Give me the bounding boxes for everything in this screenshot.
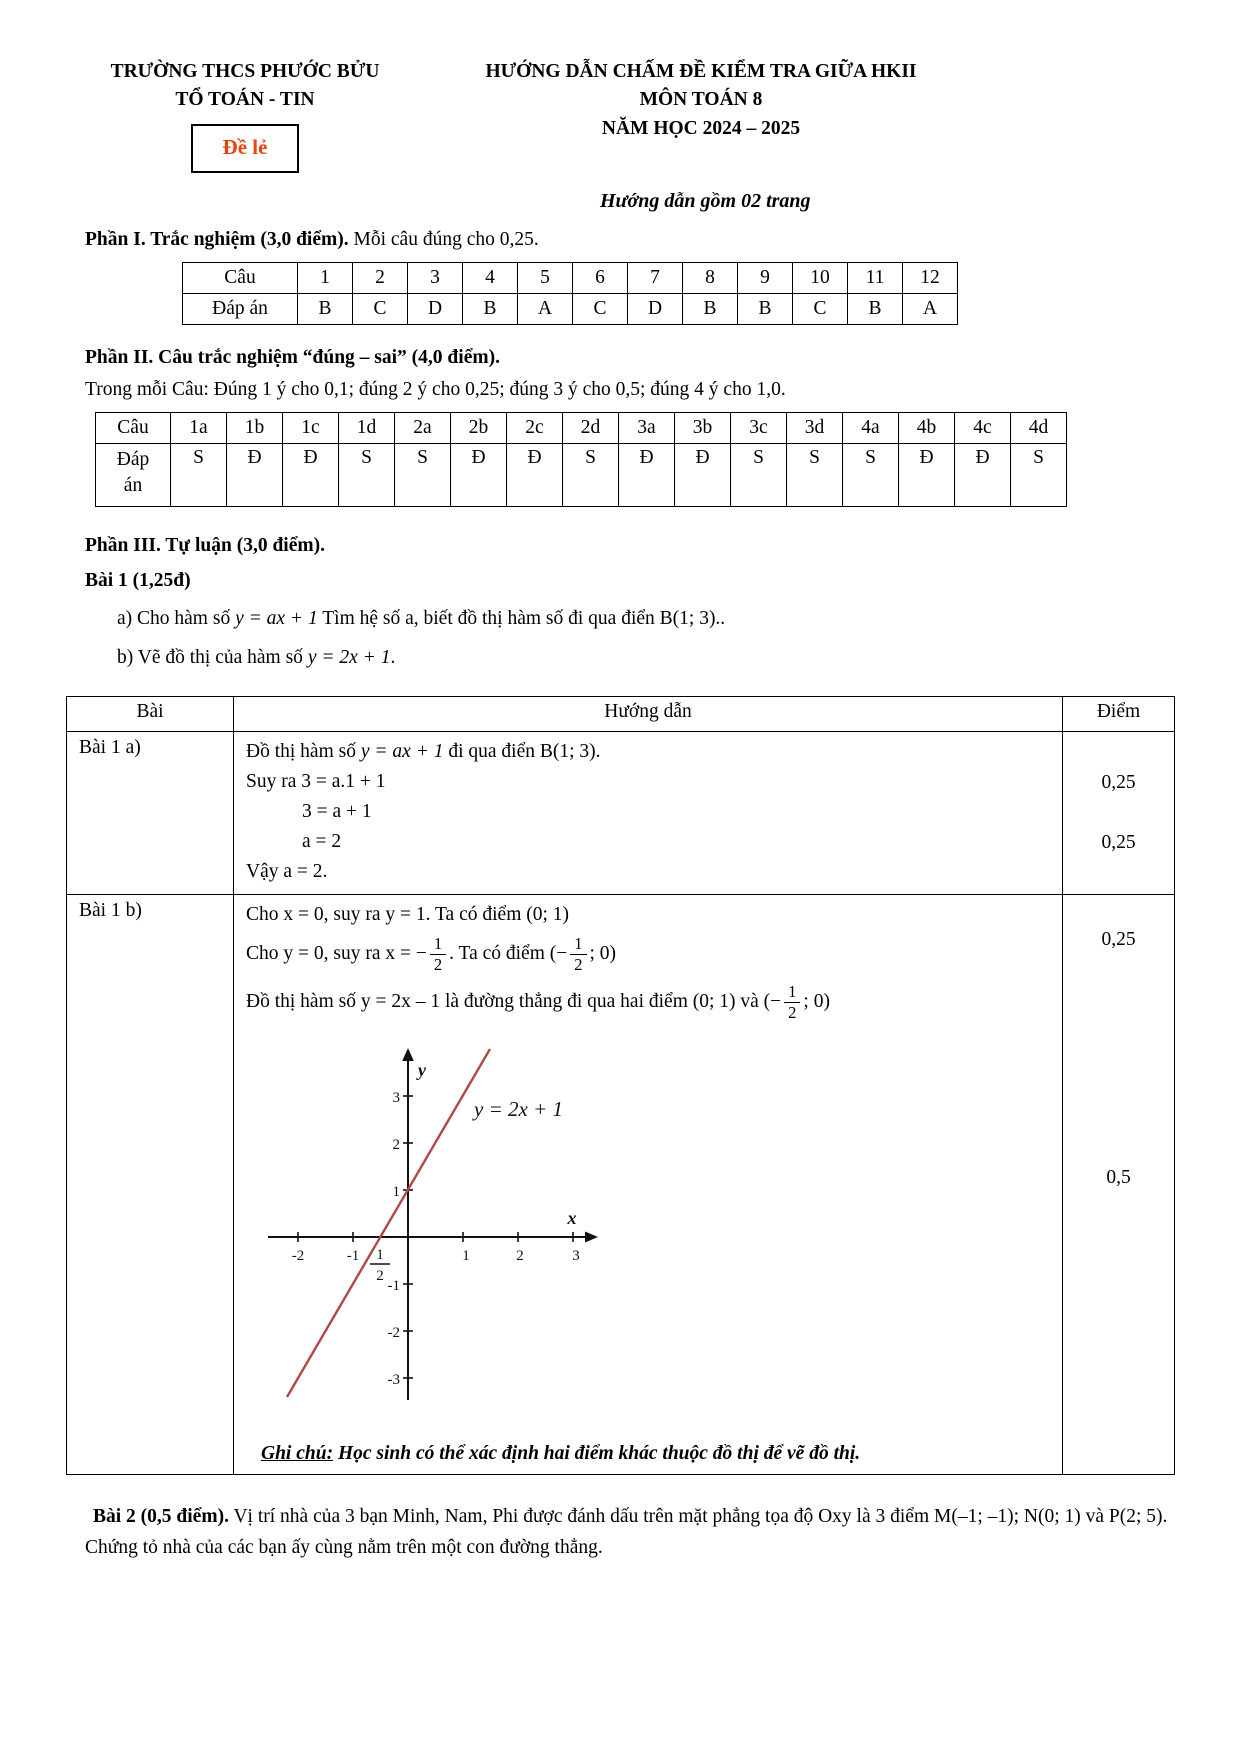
x-tick-label: 2 — [516, 1247, 524, 1264]
function-line — [287, 1049, 490, 1397]
minus-sign: − — [415, 942, 427, 964]
bai2-label: Bài 2 (0,5 điểm). — [93, 1505, 229, 1527]
question-cell: 3 — [408, 263, 463, 294]
header-left — [84, 58, 406, 180]
question-cell: 11 — [848, 263, 903, 294]
solution-row-1b — [67, 894, 1175, 1474]
question-cell: 9 — [738, 263, 793, 294]
x-axis-arrow — [585, 1231, 598, 1242]
x-tick-label: 1 — [462, 1247, 470, 1264]
row-1b-scores — [1063, 894, 1175, 1474]
question-cell: 3d — [787, 412, 843, 443]
question-cell: 3b — [675, 412, 731, 443]
y-tick-label: -1 — [387, 1277, 400, 1294]
answer-cell: Đ — [675, 443, 731, 506]
fraction-one-half: $\frac{1}{2}$ — [784, 983, 800, 1021]
question-cell: 12 — [903, 263, 958, 294]
part1-question-row — [183, 263, 958, 294]
answer-cell: B — [848, 294, 903, 325]
math-expression: y = 2x + 1 — [307, 647, 391, 669]
svg-text:1: 1 — [376, 1246, 384, 1263]
answer-cell: S — [395, 443, 451, 506]
question-cell: 8 — [683, 263, 738, 294]
part1-row-header: Câu — [183, 263, 298, 294]
answer-cell: Đ — [451, 443, 507, 506]
score-value: 0,5 — [1106, 1166, 1131, 1188]
question-cell: 7 — [628, 263, 683, 294]
y-axis-arrow — [402, 1048, 414, 1061]
row-1b-solution — [234, 894, 1063, 1474]
exam-subject: MÔN TOÁN 8 — [639, 89, 763, 111]
answer-cell: S — [1011, 443, 1067, 506]
part2-heading: Phần II. Câu trắc nghiệm “đúng – sai” (4,0 điểm). — [85, 347, 500, 369]
bai1-item-b: b) Vẽ đồ thị của hàm số y = 2x + 1. — [117, 647, 396, 669]
part1-heading-tail: Mỗi câu đúng cho 0,25. — [348, 229, 539, 250]
part1-answer-header: Đáp án — [183, 294, 298, 325]
document-header — [66, 58, 1175, 180]
solution-line: a = 2 — [302, 830, 342, 852]
answer-cell: A — [518, 294, 573, 325]
part2-answer-table — [95, 412, 1067, 507]
answer-cell: S — [171, 443, 227, 506]
exam-variant-label: Đề lẻ — [222, 134, 268, 159]
solution-table-header — [67, 696, 1175, 731]
x-axis-label: x — [567, 1207, 577, 1228]
part2-row-header: Câu — [96, 412, 171, 443]
part1-answer-row — [183, 294, 958, 325]
row-1a-scores — [1063, 731, 1175, 894]
answer-cell: S — [339, 443, 395, 506]
question-cell: 3a — [619, 412, 675, 443]
answer-cell: S — [563, 443, 619, 506]
y-axis-label: y — [418, 1059, 426, 1080]
question-cell: 1a — [171, 412, 227, 443]
solution-table — [66, 696, 1175, 1475]
exam-year: NĂM HỌC 2024 – 2025 — [601, 117, 801, 139]
bai1-title: Bài 1 (1,25đ) — [85, 570, 191, 591]
col-header-bai: Bài — [67, 696, 234, 731]
y-tick-label: -2 — [387, 1324, 400, 1341]
answer-cell: B — [298, 294, 353, 325]
answer-cell: B — [463, 294, 518, 325]
answer-cell: B — [738, 294, 793, 325]
exam-title: HƯỚNG DẪN CHẤM ĐỀ KIỂM TRA GIỮA HKII — [485, 61, 917, 82]
solution-line: Cho x = 0, suy ra y = 1. Ta có điểm (0; 1) — [246, 903, 570, 925]
school-name: TRƯỜNG THCS PHƯỚC BỬU — [110, 61, 380, 82]
answer-cell: D — [408, 294, 463, 325]
svg-text:2: 2 — [376, 1267, 384, 1284]
bai1-item-a: a) Cho hàm số y = ax + 1 Tìm hệ số a, biết đồ thị hàm số đi qua điển B(1; 3).. — [117, 608, 726, 630]
row-1a-solution — [234, 731, 1063, 894]
equation-label: y = 2x + 1 — [474, 1096, 563, 1121]
bai2-text — [85, 1501, 1175, 1563]
question-cell: 2b — [451, 412, 507, 443]
answer-cell: Đ — [619, 443, 675, 506]
department-name: TỔ TOÁN - TIN — [175, 89, 315, 111]
answer-cell: S — [787, 443, 843, 506]
question-cell: 2d — [563, 412, 619, 443]
answer-cell: C — [353, 294, 408, 325]
header-right — [420, 58, 982, 180]
answer-cell: D — [628, 294, 683, 325]
answer-cell: Đ — [899, 443, 955, 506]
answer-cell: C — [793, 294, 848, 325]
x-tick-label: 3 — [572, 1247, 580, 1264]
bai2-body: Vị trí nhà của 3 bạn Minh, Nam, Phi được đánh dấu trên mặt phẳng tọa độ Oxy là 3 điểm M(–1; –1); N(0; 1) và P(2; 5). Chứng tỏ nhà của các bạn ấy cùng nằm trên một con đường thẳng. — [85, 1505, 1168, 1559]
solution-row-1a — [67, 731, 1175, 894]
solution-line: Đồ thị hàm số y = ax + 1 đi qua điển B(1; 3). — [246, 740, 601, 762]
question-cell: 4b — [899, 412, 955, 443]
fraction-one-half: $\frac{1}{2}$ — [430, 935, 446, 973]
note-label: Ghi chú: — [261, 1442, 334, 1464]
solution-line: Vậy a = 2. — [246, 860, 328, 882]
pages-note: Hướng dẫn gồm 02 trang — [600, 190, 811, 212]
x-tick-label: -2 — [291, 1247, 305, 1264]
exam-variant-box — [191, 124, 300, 173]
score-value: 0,25 — [1101, 831, 1136, 853]
part1-answer-table — [182, 262, 958, 325]
function-graph — [256, 1032, 1050, 1430]
question-cell: 4a — [843, 412, 899, 443]
col-header-huongdan: Hướng dẫn — [234, 696, 1063, 731]
part2-scoring-note: Trong mỗi Câu: Đúng 1 ý cho 0,1; đúng 2 ý cho 0,25; đúng 3 ý cho 0,5; đúng 4 ý cho 1,0. — [85, 378, 786, 400]
note-text: Học sinh có thể xác định hai điểm khác thuộc đồ thị để vẽ đồ thị. — [333, 1442, 861, 1464]
question-cell: 2c — [507, 412, 563, 443]
y-tick-label: -3 — [387, 1371, 400, 1388]
row-1b-label: Bài 1 b) — [67, 894, 234, 1474]
fraction-one-half: $\frac{1}{2}$ — [570, 935, 586, 973]
part2-answer-header: Đáp án — [96, 443, 171, 506]
question-cell: 6 — [573, 263, 628, 294]
score-value: 0,25 — [1101, 771, 1136, 793]
solution-line: Suy ra 3 = a.1 + 1 — [246, 770, 386, 792]
solution-line: Cho y = 0, suy ra x = − $\frac{1}{2}$ . Ta có điểm (− $\frac{1}{2}$ ; 0) — [246, 934, 617, 974]
answer-cell: Đ — [283, 443, 339, 506]
minus-sign: − — [556, 942, 568, 964]
question-cell: 2 — [353, 263, 408, 294]
question-cell: 4 — [463, 263, 518, 294]
row-1a-label: Bài 1 a) — [67, 731, 234, 894]
answer-cell: Đ — [227, 443, 283, 506]
math-expression: y = ax + 1 — [360, 740, 444, 762]
part2-question-row — [96, 412, 1067, 443]
answer-cell: Đ — [507, 443, 563, 506]
answer-cell: A — [903, 294, 958, 325]
minus-sign: − — [770, 990, 782, 1012]
question-cell: 4d — [1011, 412, 1067, 443]
part3-heading: Phần III. Tự luận (3,0 điểm). — [85, 534, 325, 556]
question-cell: 1b — [227, 412, 283, 443]
answer-cell: S — [731, 443, 787, 506]
part2-answer-row — [96, 443, 1067, 506]
answer-cell: C — [573, 294, 628, 325]
col-header-diem: Điểm — [1063, 696, 1175, 731]
question-cell: 2a — [395, 412, 451, 443]
y-tick-label: 1 — [392, 1183, 400, 1200]
part1-heading — [85, 225, 1175, 254]
y-tick-label: 2 — [392, 1136, 400, 1153]
question-cell: 5 — [518, 263, 573, 294]
graph-svg — [256, 1032, 606, 1424]
solution-line: Đồ thị hàm số y = 2x – 1 là đường thẳng đi qua hai điểm (0; 1) và (− $\frac{1}{2}$ ; 0) — [246, 982, 830, 1022]
question-cell: 1d — [339, 412, 395, 443]
y-tick-label: 3 — [392, 1089, 400, 1106]
answer-cell: Đ — [955, 443, 1011, 506]
question-cell: 1c — [283, 412, 339, 443]
score-value: 0,25 — [1101, 928, 1136, 950]
part1-heading-bold: Phần I. Trắc nghiệm (3,0 điểm). — [85, 229, 349, 250]
solution-note — [261, 1440, 1050, 1467]
x-tick-label: -1 — [346, 1247, 360, 1264]
answer-cell: S — [843, 443, 899, 506]
question-cell: 10 — [793, 263, 848, 294]
solution-line: 3 = a + 1 — [302, 800, 372, 822]
question-cell: 1 — [298, 263, 353, 294]
question-cell: 4c — [955, 412, 1011, 443]
question-cell: 3c — [731, 412, 787, 443]
math-expression: y = ax + 1 — [235, 608, 318, 630]
answer-cell: B — [683, 294, 738, 325]
